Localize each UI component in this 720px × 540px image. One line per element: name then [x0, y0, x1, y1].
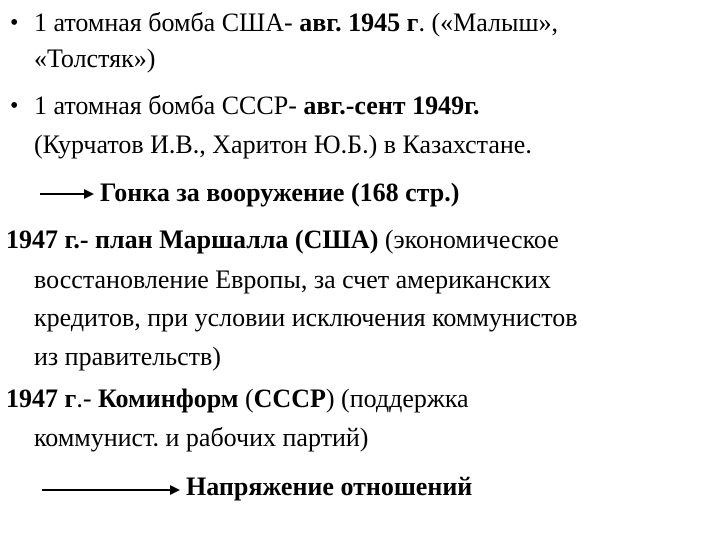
us-bomb-line-2: «Толстяк»)	[34, 44, 156, 73]
us-bomb-date: авг. 1945 г	[299, 8, 419, 37]
ussr-bomb-date: авг.-сент 1949г.	[303, 91, 480, 120]
cominform-line-1	[6, 382, 469, 416]
marshall-desc: (экономическое	[378, 225, 559, 254]
cominform-paren-open: (	[238, 384, 254, 413]
cominform-line-2: коммунист. и рабочих партий)	[34, 423, 369, 452]
us-bomb-names: . («Малыш»,	[418, 8, 558, 37]
marshall-line-3: кредитов, при условии исключения коммунистов	[34, 303, 578, 332]
ussr-bomb-line-1	[34, 89, 479, 123]
arrow-right-icon	[40, 482, 182, 498]
bullet-marker: •	[10, 10, 19, 36]
us-bomb-text: 1 атомная бомба США-	[34, 8, 300, 37]
marshall-title: 1947 г.- план Маршалла (США)	[6, 225, 379, 254]
marshall-line-2: восстановление Европы, за счет американских	[34, 265, 551, 294]
cominform-title: Коминформ	[97, 384, 239, 413]
arms-race-label: Гонка за вооружение (168 стр.)	[100, 178, 460, 207]
cominform-year: 1947 г	[6, 384, 77, 413]
ussr-bomb-line-2: (Курчатов И.В., Харитон Ю.Б.) в Казахстане.	[34, 130, 532, 159]
arms-race-text	[100, 176, 459, 210]
bullet-marker: •	[10, 93, 19, 119]
cominform-desc: ) (поддержка	[325, 384, 469, 413]
arrow-right-icon	[38, 186, 96, 202]
cominform-country: СССР	[253, 384, 326, 413]
marshall-line-4: из правительств)	[34, 342, 221, 371]
cominform-sep: .-	[76, 384, 98, 413]
tension-text	[186, 470, 472, 504]
ussr-bomb-text: 1 атомная бомба СССР-	[34, 91, 304, 120]
tension-label: Напряжение отношений	[186, 472, 473, 501]
us-bomb-line-1	[34, 6, 558, 40]
marshall-line-1	[6, 223, 559, 257]
